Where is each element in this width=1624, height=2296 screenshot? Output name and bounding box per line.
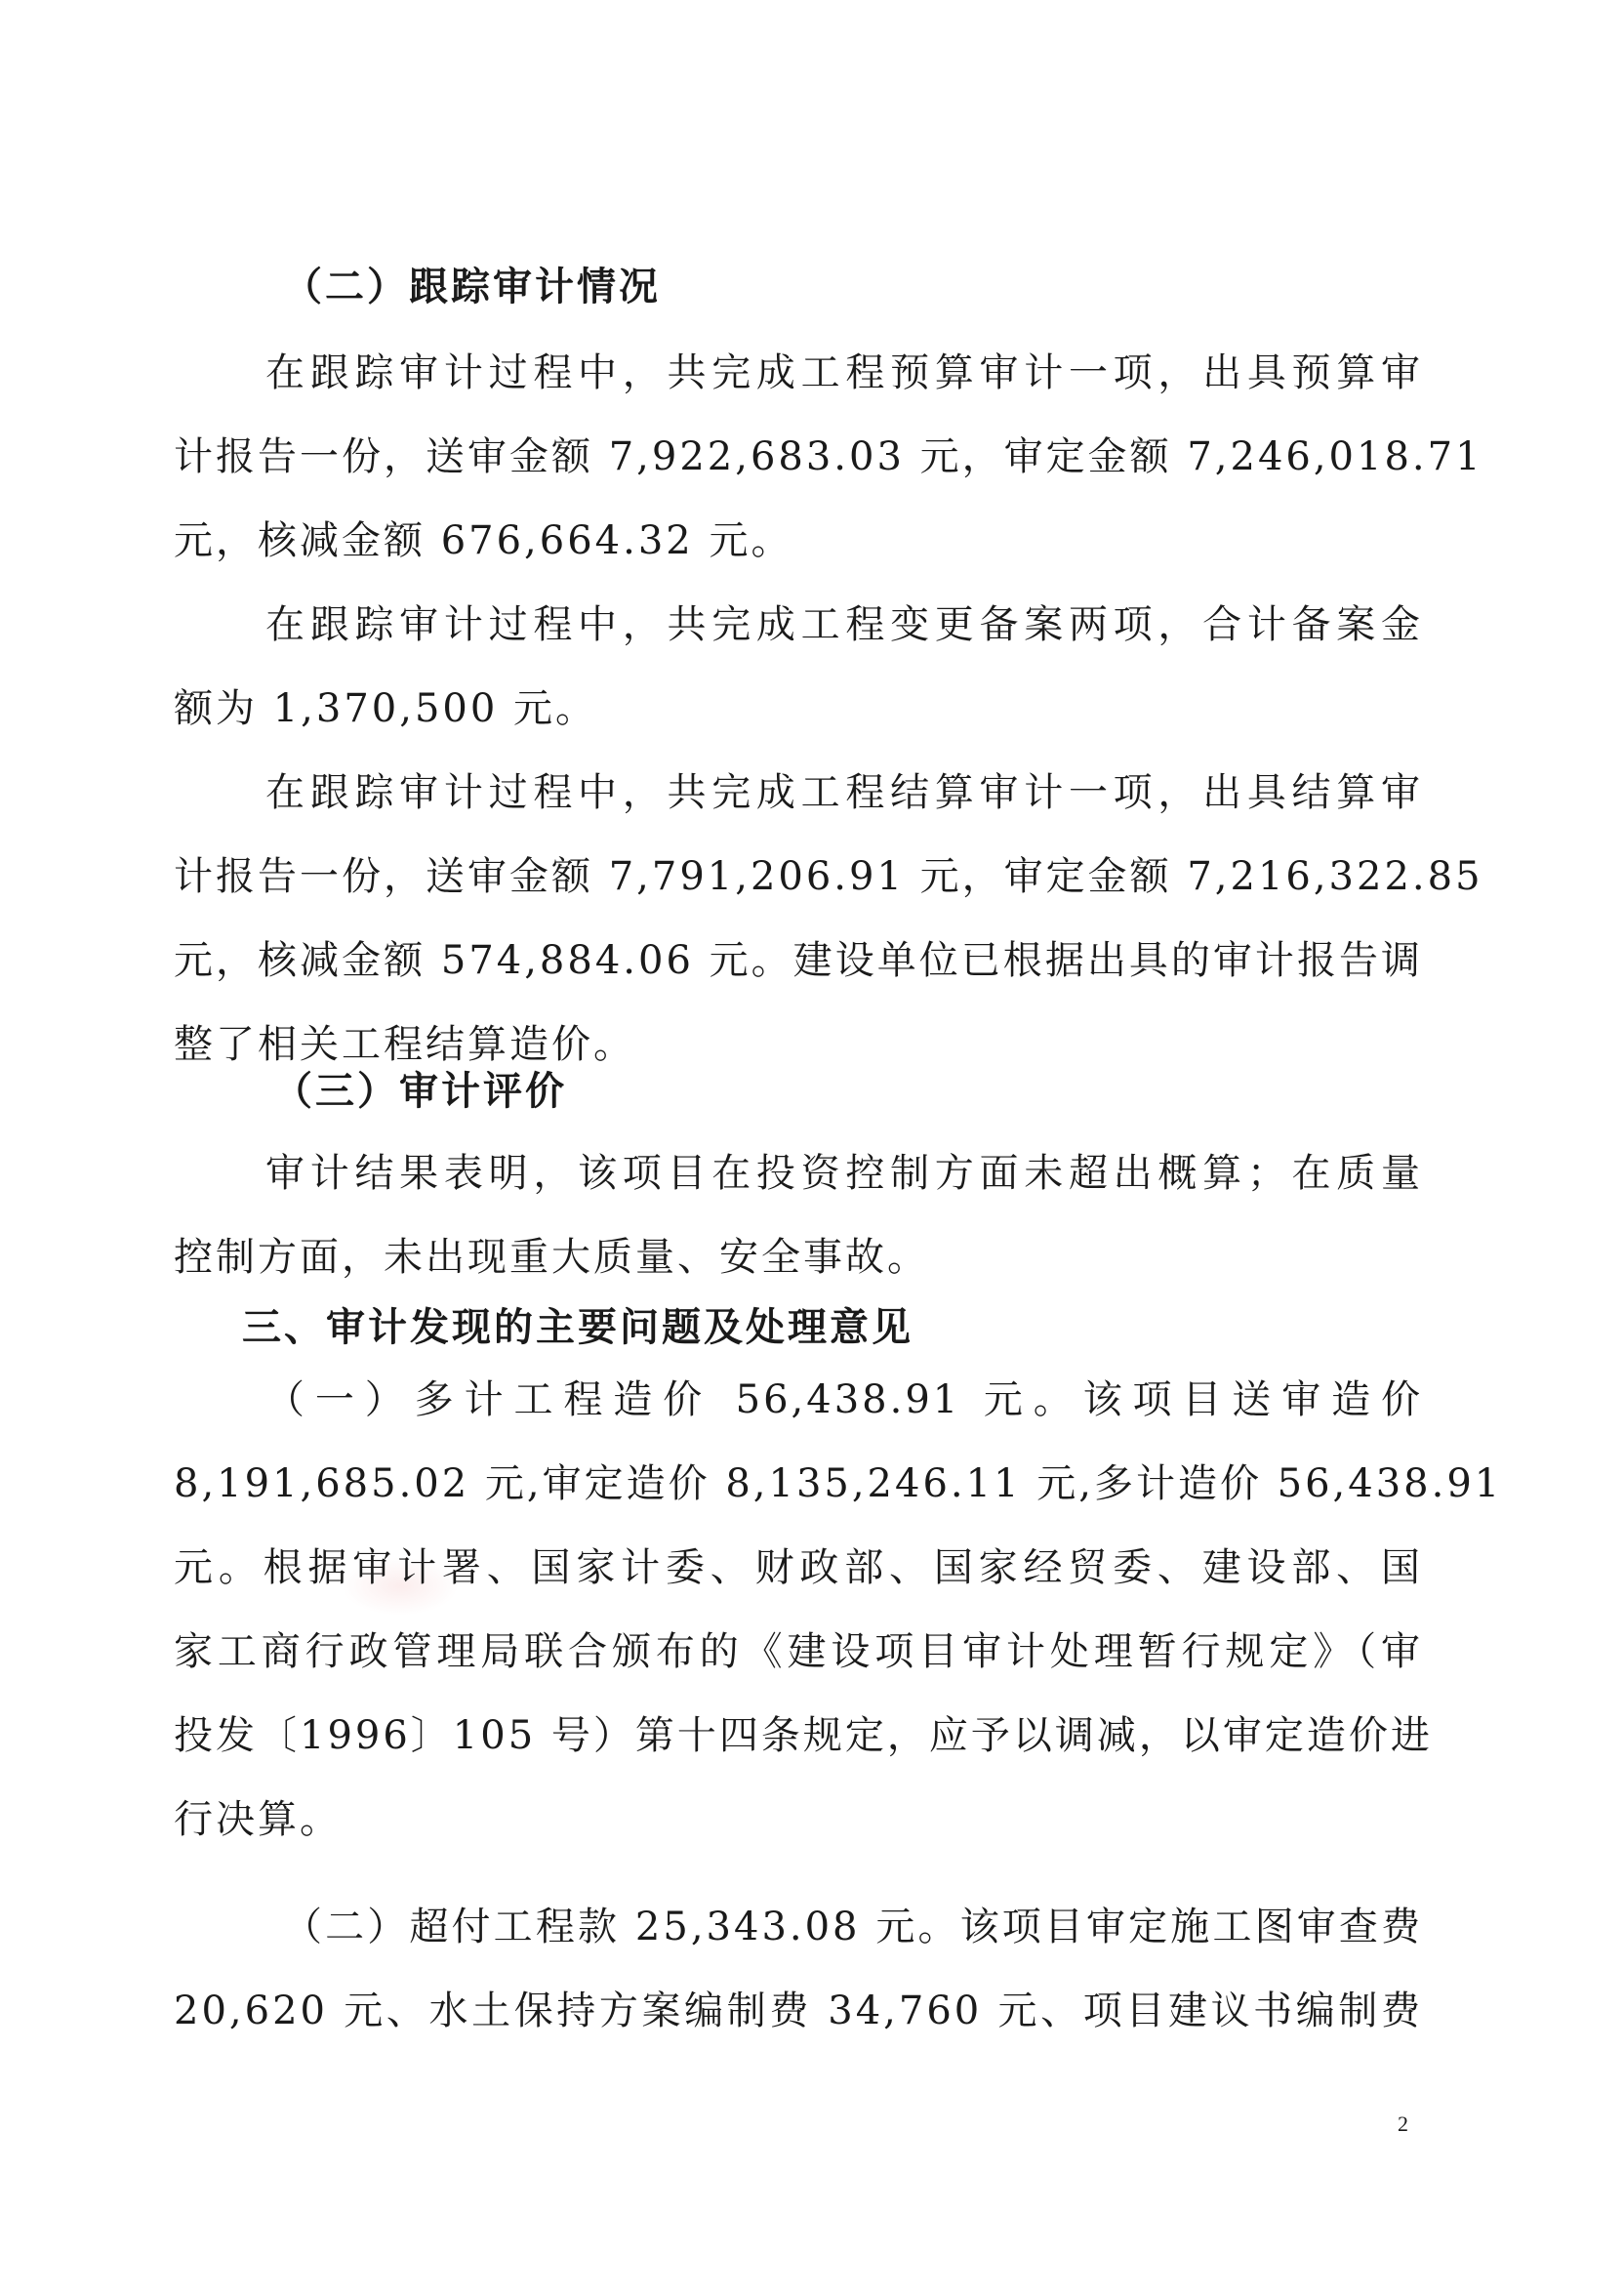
paragraph-line: 在跟踪审计过程中，共完成工程预算审计一项，出具预算审 <box>265 350 1423 395</box>
section-heading-tracking-audit: （二）跟踪审计情况 <box>283 265 661 309</box>
paragraph-line: 计报告一份，送审金额 7,791,206.91 元，审定金额 7,216,322.85 <box>174 854 1483 899</box>
paragraph-line: 行决算。 <box>174 1797 342 1842</box>
paragraph-line: 整了相关工程结算造价。 <box>174 1022 635 1067</box>
chapter-heading-main-issues: 三、审计发现的主要问题及处理意见 <box>242 1305 914 1350</box>
section-heading-audit-evaluation: （三）审计评价 <box>273 1069 567 1114</box>
paragraph-line: 计报告一份，送审金额 7,922,683.03 元，审定金额 7,246,018.71 <box>174 434 1483 479</box>
paragraph-line: （一）多计工程造价 56,438.91 元。该项目送审造价 <box>265 1377 1423 1422</box>
paragraph-line: 20,620 元、水土保持方案编制费 34,760 元、项目建议书编制费 <box>174 1988 1423 2033</box>
paragraph-line: （二）超付工程款 25,343.08 元。该项目审定施工图审查费 <box>283 1905 1423 1949</box>
paragraph-line: 元。根据审计署、国家计委、财政部、国家经贸委、建设部、国 <box>174 1545 1423 1590</box>
paragraph-line: 投发〔1996〕105 号）第十四条规定，应予以调减，以审定造价进 <box>174 1713 1433 1758</box>
paragraph-line: 额为 1,370,500 元。 <box>174 686 598 731</box>
paragraph-line: 元，核减金额 676,664.32 元。 <box>174 518 793 563</box>
paragraph-line: 8,191,685.02 元,审定造价 8,135,246.11 元,多计造价 56,438.91 <box>174 1461 1503 1506</box>
paragraph-line: 控制方面，未出现重大质量、安全事故。 <box>174 1235 929 1280</box>
paragraph-line: 元，核减金额 574,884.06 元。建设单位已根据出具的审计报告调 <box>174 938 1423 983</box>
paragraph-line: 在跟踪审计过程中，共完成工程结算审计一项，出具结算审 <box>265 770 1423 815</box>
paragraph-line: 家工商行政管理局联合颁布的《建设项目审计处理暂行规定》（审 <box>174 1629 1423 1674</box>
paragraph-line: 审计结果表明，该项目在投资控制方面未超出概算；在质量 <box>265 1151 1423 1196</box>
paragraph-line: 在跟踪审计过程中，共完成工程变更备案两项，合计备案金 <box>265 602 1423 647</box>
page-number: 2 <box>1398 2112 1408 2136</box>
